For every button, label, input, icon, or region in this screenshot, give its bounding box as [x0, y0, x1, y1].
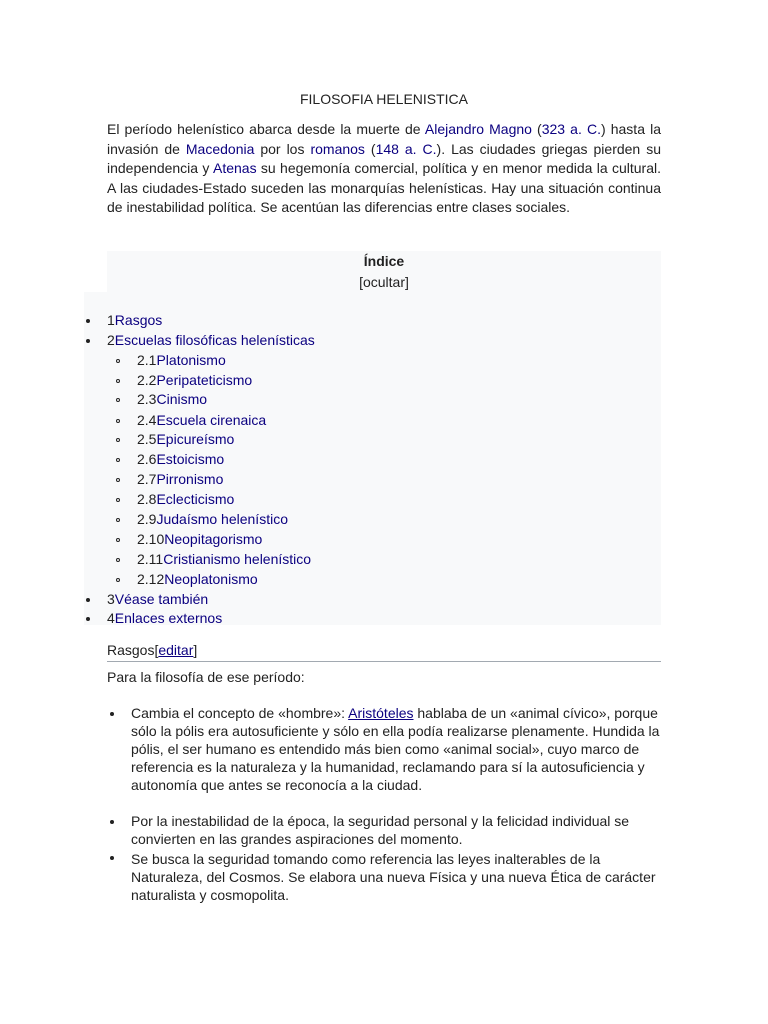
- toc-bullet-icon: [86, 598, 90, 602]
- toc-item-number: 2.1: [137, 352, 157, 368]
- toc-item-number: 1: [107, 312, 115, 328]
- bullet-icon: [110, 712, 114, 716]
- toc-item-number: 3: [107, 591, 115, 607]
- intro-text: por los: [254, 140, 311, 157]
- link-323-ac[interactable]: 323 a. C.: [541, 121, 601, 137]
- list-item-text: Cambia el concepto de «hombre»:: [131, 705, 349, 721]
- list-item-text: hablaba de un «animal cívico», porque sólo la pólis era autosuficiente y sólo en ella podía realizarse plenamente. Hundida la pólis, el ser humano es entendido más bien como «animal social», cuyo marco de referencia es la naturaleza y la humanidad, reclamando para sí la autosuficiencia y autonomía que antes se reconocía a la ciudad.: [131, 705, 660, 793]
- toc-item[interactable]: [107, 609, 222, 627]
- toc-item[interactable]: [137, 390, 207, 408]
- toc-item[interactable]: [137, 510, 288, 528]
- toc-sub-bullet-icon: [116, 558, 120, 562]
- toc-item-link[interactable]: Peripateticismo: [156, 372, 253, 388]
- intro-text: ). Las ciudades griegas pierden su independencia y: [107, 140, 661, 176]
- edit-link[interactable]: editar: [158, 642, 194, 658]
- toc-sub-bullet-icon: [116, 478, 120, 482]
- toc-item[interactable]: [137, 430, 234, 448]
- toc-item-number: 2.9: [137, 511, 157, 527]
- toc-item-link[interactable]: Véase también: [114, 591, 209, 607]
- toc-item-number: 2.7: [137, 471, 157, 487]
- toc-sub-bullet-icon: [116, 458, 120, 462]
- toc-item-number: 2.11: [137, 551, 164, 567]
- toc-sub-bullet-icon: [116, 359, 120, 363]
- toc-item-link[interactable]: Estoicismo: [156, 451, 225, 467]
- toc-sub-bullet-icon: [116, 578, 120, 582]
- toc-item-link[interactable]: Enlaces externos: [114, 610, 223, 626]
- list-item: [131, 704, 661, 794]
- intro-text: (: [531, 121, 542, 137]
- toc-item-link[interactable]: Cristianismo helenístico: [163, 551, 312, 567]
- toc-item-link[interactable]: Escuelas filosóficas helenísticas: [114, 332, 315, 348]
- intro-text: su hegemonía comercial, política y en menor medida la cultural. A las ciudades-Estado suceden las monarquías helenísticas. Hay una situación continua de inestabilidad política. Se acentúan las diferencias entre clases sociales.: [107, 160, 661, 215]
- toc-item[interactable]: [137, 530, 262, 548]
- toc-item[interactable]: [137, 470, 223, 488]
- toc-sub-bullet-icon: [116, 518, 120, 522]
- toc-item-link[interactable]: Escuela cirenaica: [156, 412, 267, 428]
- toc-item-link[interactable]: Eclecticismo: [156, 491, 235, 507]
- toc-item-number: 2.8: [137, 491, 157, 507]
- link-148-ac[interactable]: 148 a. C.: [375, 140, 437, 157]
- toc-item-number: 2.3: [137, 391, 157, 407]
- toc-item[interactable]: [137, 570, 258, 588]
- link-aristoteles[interactable]: Aristóteles: [348, 705, 414, 721]
- toc-item[interactable]: [137, 351, 226, 369]
- bullet-icon: [110, 820, 114, 824]
- link-macedonia[interactable]: Macedonia: [185, 140, 255, 157]
- edit-bracket: [: [154, 642, 159, 658]
- toc-item[interactable]: [137, 550, 311, 568]
- link-atenas[interactable]: Atenas: [212, 160, 257, 176]
- list-item: Se busca la seguridad tomando como referencia las leyes inalterables de la Naturaleza, del Cosmos. Se elabora una nueva Física y una nueva Ética de carácter naturalista y cosmopolita.: [131, 851, 656, 903]
- toc-item-number: 2: [107, 332, 115, 348]
- page-title: FILOSOFIA HELENISTICA: [299, 91, 469, 107]
- link-alejandro-magno[interactable]: Alejandro Magno: [424, 121, 532, 137]
- toc-item[interactable]: [137, 490, 234, 508]
- toc-item-number: 4: [107, 610, 115, 626]
- toc-bullet-icon: [86, 617, 90, 621]
- toc-item-number: 2.6: [137, 451, 157, 467]
- intro-text: ) hasta la invasión de: [107, 121, 661, 157]
- bullet-icon: [110, 856, 114, 860]
- section-title: Rasgos: [107, 642, 155, 658]
- toc-item-link[interactable]: Rasgos: [114, 312, 163, 328]
- section-heading-rasgos: [107, 641, 661, 662]
- toc-item-link[interactable]: Pirronismo: [156, 471, 224, 487]
- toc-sub-bullet-icon: [116, 538, 120, 542]
- section-intro-text: Para la filosofía de ese período:: [107, 669, 305, 685]
- toc-item-link[interactable]: Judaísmo helenístico: [156, 511, 288, 527]
- toc-item-number: 2.2: [137, 372, 157, 388]
- toc-sub-bullet-icon: [116, 438, 120, 442]
- list-item: Por la inestabilidad de la época, la seguridad personal y la felicidad individual se convierten en las grandes aspiraciones del momento.: [131, 813, 630, 847]
- edit-bracket: ]: [193, 642, 198, 658]
- intro-text: (: [364, 140, 376, 157]
- intro-paragraph: [107, 120, 661, 218]
- toc-item[interactable]: [137, 371, 252, 389]
- toc-item-number: 2.10: [137, 531, 165, 547]
- toc-sub-bullet-icon: [116, 379, 120, 383]
- toc-item-number: 2.12: [137, 571, 165, 587]
- toc-item-number: 2.4: [137, 412, 157, 428]
- toc-item[interactable]: [107, 331, 315, 349]
- intro-text: El período helenístico abarca desde la muerte de: [107, 121, 425, 137]
- link-romanos[interactable]: romanos: [310, 140, 365, 157]
- toc-item-link[interactable]: Platonismo: [156, 352, 226, 368]
- toc-item-link[interactable]: Cinismo: [156, 391, 208, 407]
- toc-bullet-icon: [86, 339, 90, 343]
- toc-sub-bullet-icon: [116, 498, 120, 502]
- toc-item-link[interactable]: Epicureísmo: [156, 431, 235, 447]
- toc-item[interactable]: [107, 311, 162, 329]
- toc-item-link[interactable]: Neoplatonismo: [164, 571, 258, 587]
- toc-item-link[interactable]: Neopitagorismo: [164, 531, 263, 547]
- toc-sub-bullet-icon: [116, 419, 120, 423]
- toc-sub-bullet-icon: [116, 398, 120, 402]
- toc-bullet-icon: [86, 319, 90, 323]
- toc-item-number: 2.5: [137, 431, 157, 447]
- toc-hide-toggle[interactable]: [ocultar]: [359, 274, 409, 290]
- toc-item[interactable]: [107, 590, 208, 608]
- toc-item[interactable]: [137, 411, 266, 429]
- toc-title: Índice: [363, 253, 405, 269]
- toc-item[interactable]: [137, 450, 224, 468]
